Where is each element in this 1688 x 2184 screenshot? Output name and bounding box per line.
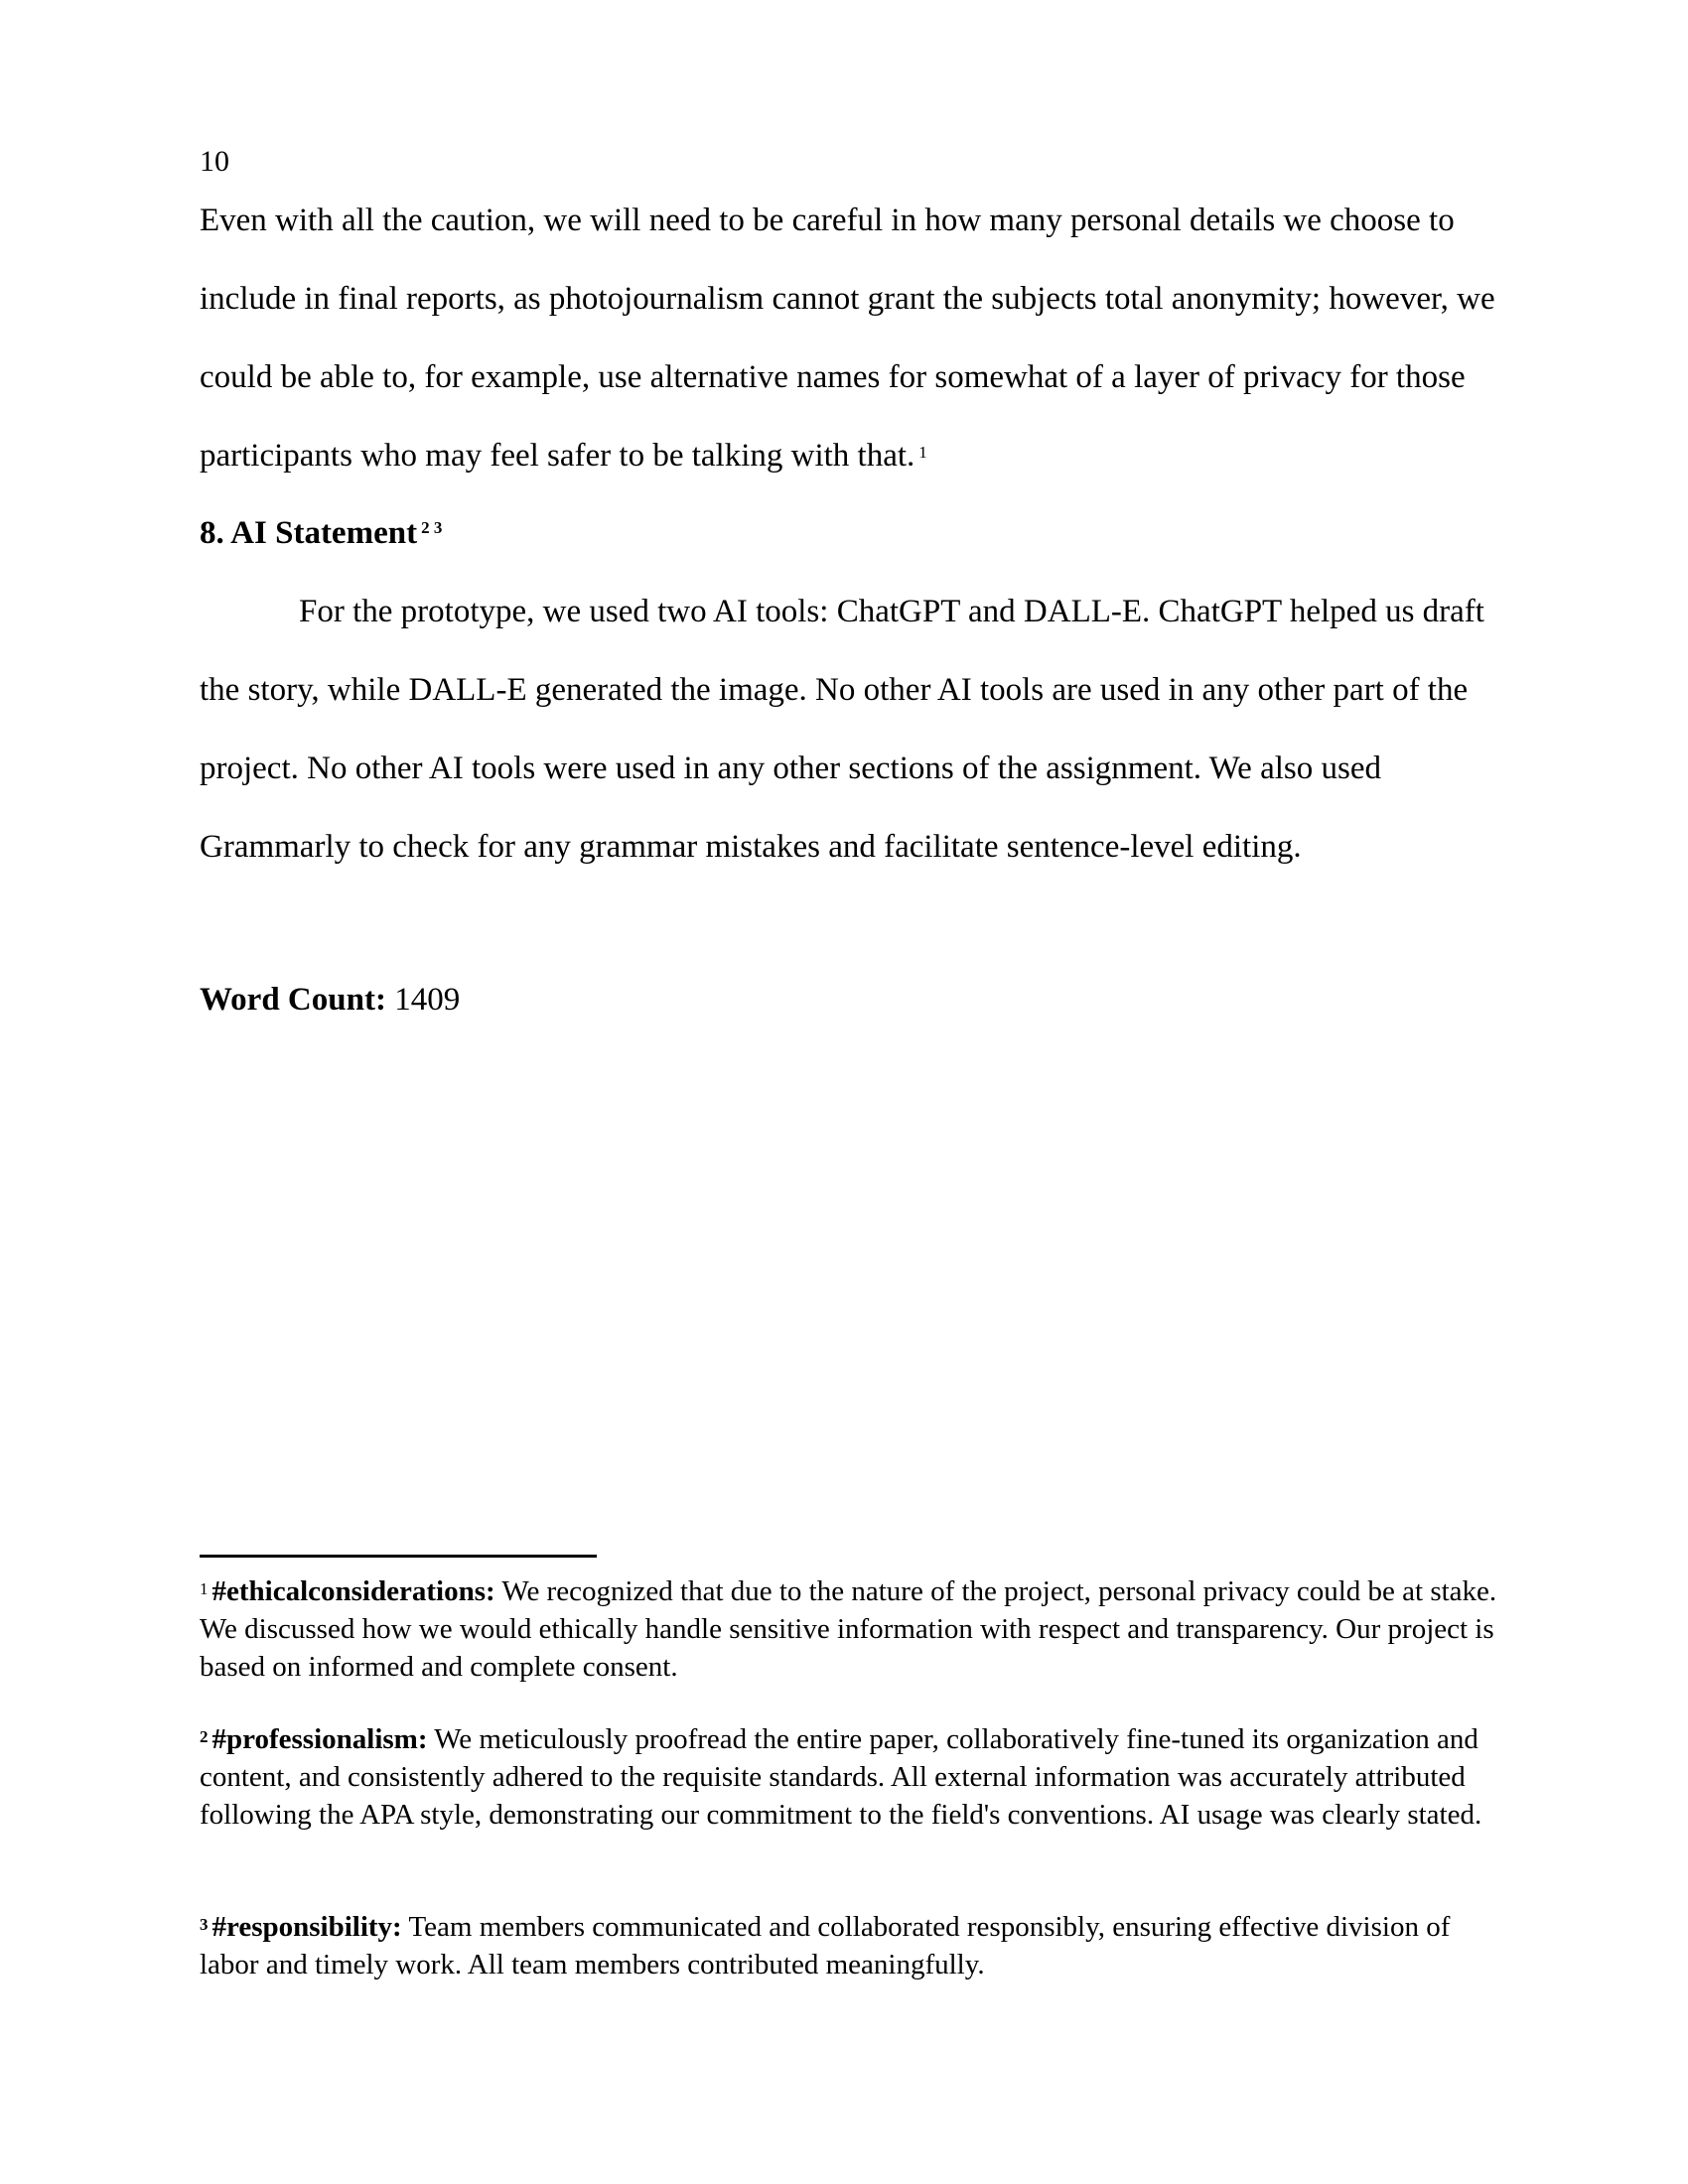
section-footnote-refs[interactable]: 2 3 xyxy=(421,518,443,537)
paragraph-1-text: Even with all the caution, we will need to be careful in how many personal details we choose to include in final reports, as photojournalism cannot grant the subjects total anonymity; however, we could be able to, for example, use alternative names for somewhat of a layer of privacy for those participants who may feel safer to be talking with that. xyxy=(200,203,1495,474)
footnote-text: We meticulously proofread the entire paper, collaboratively fine-tuned its organization and content, and consistently adhered to the requisite standards. All external information was accurately attributed following the APA style, demonstrating our commitment to the field's conventions. AI usage was clearly stated. xyxy=(200,1723,1482,1831)
section-heading-text: 8. AI Statement xyxy=(200,515,418,551)
ai-statement-paragraph xyxy=(200,573,1500,887)
body-paragraph xyxy=(200,182,1500,495)
footnote-separator xyxy=(200,1555,597,1558)
footnote-3 xyxy=(200,1908,1500,1983)
paragraph-2-text: For the prototype, we used two AI tools: ChatGPT and DALL-E. ChatGPT helped us draft the story, while DALL-E generated the image. No other AI tools are used in any other part of the project. No other AI tools were used in any other sections of the assignment. We also used Grammarly to check for any grammar mistakes and facilitate sentence-level editing. xyxy=(200,594,1484,865)
paragraph-text xyxy=(200,182,1500,495)
footnote-tag: #responsibility: xyxy=(211,1911,402,1943)
footnote-marker: 1 xyxy=(200,1579,209,1598)
word-count-label: Word Count: xyxy=(200,982,386,1018)
word-count xyxy=(200,961,460,1039)
footnote-marker: 2 xyxy=(200,1727,209,1746)
word-count-value: 1409 xyxy=(394,982,461,1018)
footnote-2 xyxy=(200,1720,1500,1834)
page-number: 10 xyxy=(200,145,229,178)
footnote-text: Team members communicated and collaborated responsibly, ensuring effective division of labor and timely work. All team members contributed meaningfully. xyxy=(200,1911,1451,1980)
footnote-ref-1[interactable]: 1 xyxy=(918,443,927,462)
footnote-marker: 3 xyxy=(200,1915,209,1934)
footnote-tag: #ethicalconsiderations: xyxy=(211,1575,495,1607)
footnote-1 xyxy=(200,1572,1500,1686)
section-heading xyxy=(200,494,442,573)
footnote-text: We recognized that due to the nature of the project, personal privacy could be at stake. We discussed how we would ethically handle sensitive information with respect and transparency. Our project is based on informed and complete consent. xyxy=(200,1575,1497,1683)
footnote-tag: #professionalism: xyxy=(211,1723,428,1755)
